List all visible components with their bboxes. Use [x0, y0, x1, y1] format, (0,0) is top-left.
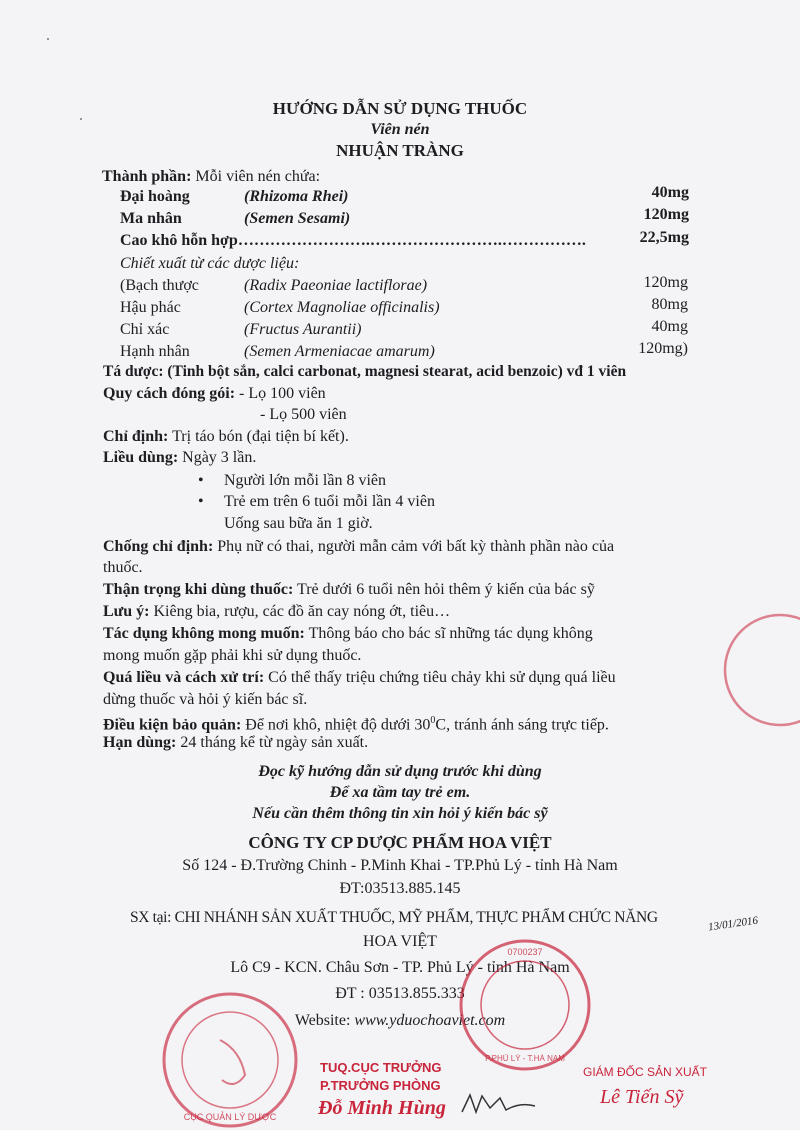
herb-name: (Bạch thược — [120, 277, 199, 294]
overdose-text2: dừng thuốc và hỏi ý kiến bác sĩ. — [103, 691, 308, 708]
left-title2: P.TRƯỞNG PHÒNG — [320, 1078, 441, 1093]
caution-label: Thận trọng khi dùng thuốc: — [103, 581, 294, 598]
dosage-label: Liều dùng: — [103, 449, 179, 466]
contraindication-text: Phụ nữ có thai, người mẫn cảm với bất kỳ thành phần nào của — [217, 538, 615, 555]
expiry-label: Hạn dùng: — [103, 734, 177, 751]
contraindication-text2: thuốc. — [103, 559, 143, 576]
indication-row — [103, 427, 349, 447]
side-effects-text: Thông báo cho bác sĩ những tác dụng không — [308, 625, 593, 642]
caution-row — [103, 580, 595, 600]
right-name: Lê Tiến Sỹ — [600, 1086, 684, 1108]
herb-amount: 80mg — [651, 296, 688, 313]
note-row — [103, 602, 450, 622]
company-phone: ĐT:03513.885.145 — [339, 880, 461, 897]
packaging-label: Quy cách đóng gói: — [103, 385, 236, 402]
packaging-line1: - Lọ 100 viên — [239, 385, 326, 402]
handwritten-date: 13/01/2016 — [707, 914, 759, 934]
herb-latin: (Cortex Magnoliae officinalis) — [244, 299, 440, 316]
overdose-label: Quá liều và cách xử trí: — [103, 669, 265, 686]
storage-label: Điều kiện bảo quản: — [103, 716, 242, 734]
storage-text-a: Để nơi khô, nhiệt độ dưới 30 — [245, 716, 431, 734]
edge-stamp — [690, 610, 800, 730]
stamp-code: 0700237 — [507, 947, 543, 957]
right-title: GIÁM ĐỐC SẢN XUẤT — [583, 1065, 708, 1079]
note-text: Kiêng bia, rượu, các đồ ăn cay nóng ớt, tiêu… — [153, 603, 451, 620]
packaging-line2: - Lọ 500 viên — [260, 406, 347, 423]
expiry-row — [103, 733, 368, 753]
composition-row — [102, 167, 320, 187]
dosage-row — [103, 448, 256, 468]
note-label: Lưu ý: — [103, 603, 150, 620]
composition-text: Mỗi viên nén chứa: — [195, 168, 321, 185]
ingredient-name: Đại hoàng — [120, 188, 190, 205]
dosage-text: Ngày 3 lần. — [182, 449, 257, 466]
drug-name: NHUẬN TRÀNG — [336, 141, 464, 160]
contraindication-row — [103, 537, 614, 557]
overdose-text: Có thể thấy triệu chứng tiêu chảy khi sử dụng quá liều — [268, 669, 616, 686]
storage-row — [103, 711, 609, 735]
factory-phone: ĐT : 03513.855.333 — [335, 985, 465, 1002]
warning-line: Để xa tầm tay trẻ em. — [329, 784, 471, 801]
caution-text: Trẻ dưới 6 tuổi nên hỏi thêm ý kiến của bác sỹ — [297, 581, 595, 598]
dosage-bullet: • Người lớn mỗi lần 8 viên — [224, 471, 386, 491]
website-label: Website: — [294, 1012, 351, 1029]
dosage-after: Uống sau bữa ăn 1 giờ. — [224, 515, 373, 532]
dosage-bullet: • Trẻ em trên 6 tuổi mỗi lần 4 viên — [224, 492, 435, 512]
signature-squiggle — [460, 1090, 550, 1120]
packaging-row — [103, 384, 326, 404]
excipients: Tá dược: (Tinh bột sắn, calci carbonat, magnesi stearat, acid benzoic) vđ 1 viên — [103, 363, 627, 380]
herb-name: Chỉ xác — [120, 321, 170, 338]
overdose-row — [103, 668, 616, 688]
storage-sup: 0 — [430, 715, 436, 726]
indication-label: Chỉ định: — [103, 428, 169, 445]
sx-line: SX tại: CHI NHÁNH SẢN XUẤT THUỐC, MỸ PHẨM, THỰC PHẨM CHỨC NĂNG — [130, 909, 658, 926]
stamp-place: P.PHỦ LÝ - T.HÀ NAM — [485, 1054, 565, 1063]
ingredient-latin: (Rhizoma Rhei) — [244, 188, 349, 205]
extract-amount: 22,5mg — [639, 229, 689, 246]
factory-address: Lô C9 - KCN. Châu Sơn - TP. Phủ Lý - tỉnh Hà Nam — [230, 959, 570, 976]
herb-latin: (Fructus Aurantii) — [244, 321, 362, 338]
ingredient-amount: 120mg — [643, 206, 689, 223]
extract-note: Chiết xuất từ các dược liệu: — [120, 255, 300, 272]
left-name: Đỗ Minh Hùng — [318, 1097, 446, 1119]
herb-name: Hậu phác — [120, 299, 181, 316]
herb-latin: (Radix Paeoniae lactiflorae) — [244, 277, 428, 294]
side-effects-text2: mong muốn gặp phải khi sử dụng thuốc. — [103, 647, 362, 664]
warning-line: Nếu cần thêm thông tin xin hỏi ý kiến bác sỹ — [252, 805, 548, 822]
doc-title: HƯỚNG DẪN SỬ DỤNG THUỐC — [272, 99, 528, 118]
warning-line: Đọc kỹ hướng dẫn sử dụng trước khi dùng — [258, 763, 542, 780]
side-effects-label: Tác dụng không mong muốn: — [103, 625, 305, 642]
company-stamp — [455, 935, 595, 1075]
speck — [47, 38, 49, 40]
extract-label: Cao khô hỗn hợp — [120, 232, 238, 249]
composition-label: Thành phần: — [102, 168, 192, 185]
side-effects-row — [103, 624, 593, 644]
extract-row — [120, 231, 586, 251]
storage-text-b: C, tránh ánh sáng trực tiếp. — [435, 716, 609, 734]
ingredient-amount: 40mg — [651, 184, 689, 201]
extract-dots: …………………….…………………….……………. — [237, 232, 586, 249]
company-address: Số 124 - Đ.Trường Chinh - P.Minh Khai - TP.Phủ Lý - tỉnh Hà Nam — [182, 857, 618, 874]
website-row — [0, 1011, 800, 1031]
doc-form: Viên nén — [370, 121, 430, 138]
agency-stamp-text: CỤC QUẢN LÝ DƯỢC — [183, 1112, 277, 1122]
sx-line2: HOA VIỆT — [363, 933, 437, 950]
indication-text: Trị táo bón (đại tiện bí kết). — [172, 428, 349, 445]
contraindication-label: Chống chỉ định: — [103, 538, 214, 555]
herb-amount: 120mg — [643, 274, 688, 291]
left-title1: TUQ.CỤC TRƯỞNG — [320, 1060, 442, 1075]
website-link[interactable]: www.yduochoaviet.com — [354, 1012, 506, 1029]
company-name: CÔNG TY CP DƯỢC PHẨM HOA VIỆT — [248, 833, 552, 852]
ingredient-latin: (Semen Sesami) — [244, 210, 351, 227]
agency-stamp — [150, 980, 310, 1130]
herb-amount: 40mg — [651, 318, 688, 335]
herb-name: Hạnh nhân — [120, 343, 190, 360]
expiry-text: 24 tháng kể từ ngày sản xuất. — [180, 734, 369, 751]
herb-amount: 120mg) — [638, 340, 688, 357]
ingredient-name: Ma nhân — [120, 210, 182, 227]
herb-latin: (Semen Armeniacae amarum) — [244, 343, 435, 360]
